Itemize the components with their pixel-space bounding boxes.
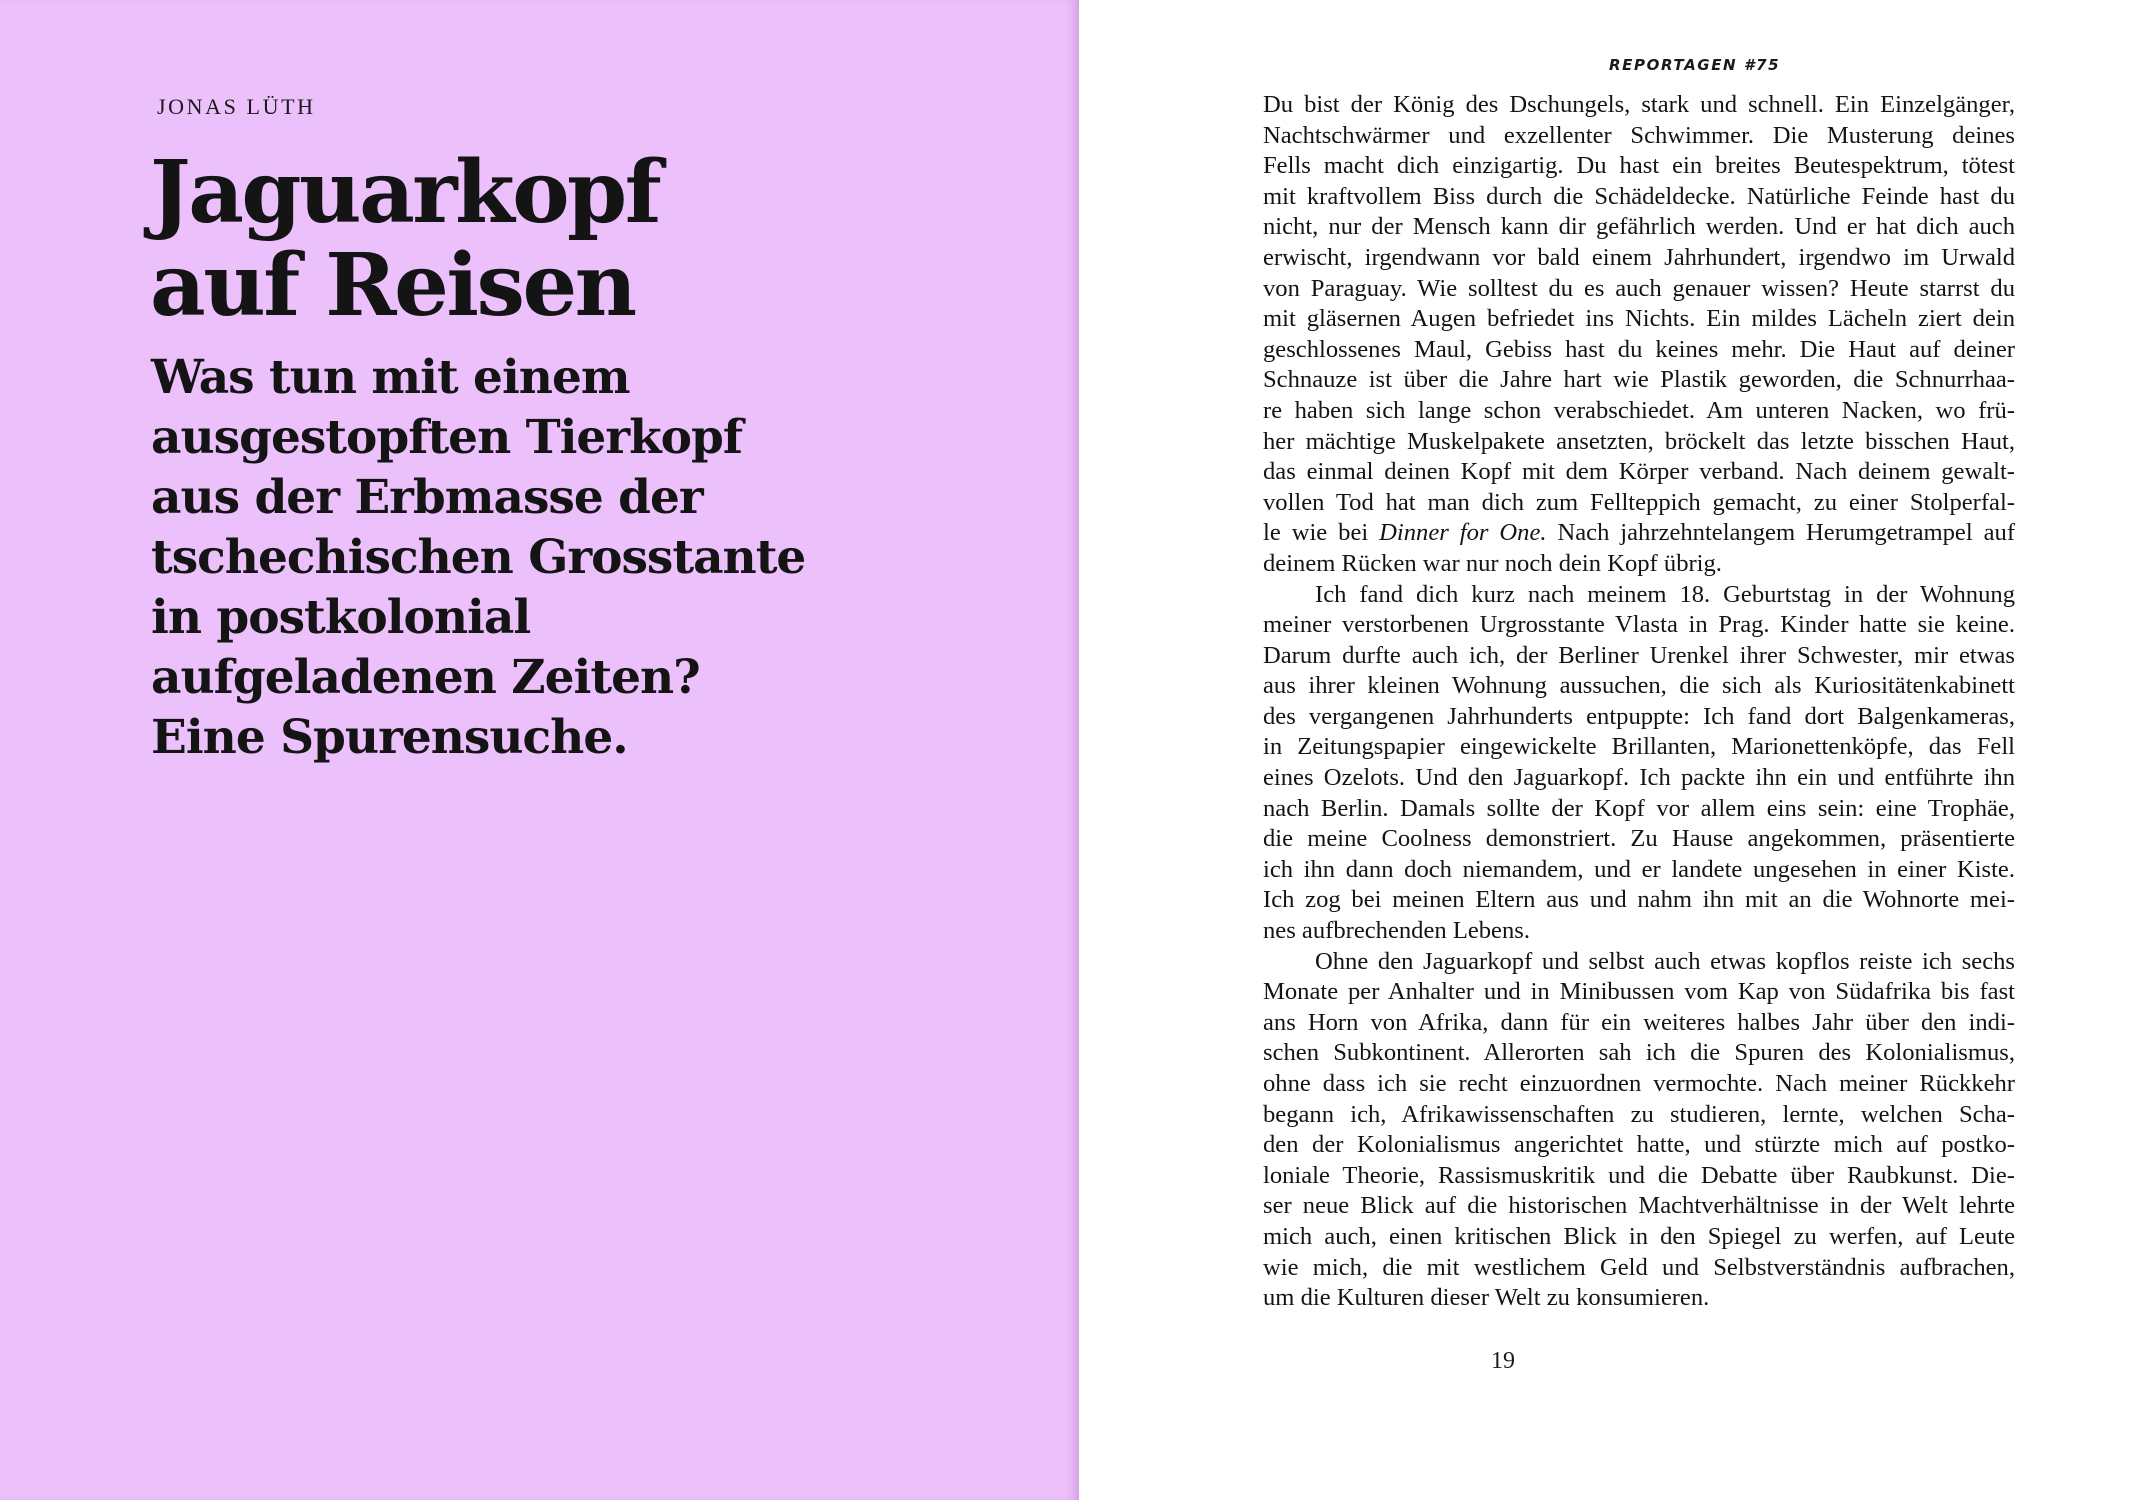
body-line: her mächtige Muskelpakete ansetzten, bröckelt das letzte bisschen Haut,	[1263, 427, 2015, 455]
italic-title-dinner-for-one: Dinner for One.	[1379, 519, 1547, 547]
body-line: nes aufbrechenden Lebens.	[1263, 917, 1530, 945]
body-line: den der Kolonialismus angerichtet hatte, und stürzte mich auf postko-	[1263, 1131, 2015, 1159]
body-line: ohne dass ich sie recht einzuordnen vermochte. Nach meiner Rückkehr	[1263, 1070, 2015, 1097]
subtitle-line: ausgestopften Tierkopf	[151, 410, 743, 465]
body-line: Du bist der König des Dschungels, stark und schnell. Ein Einzelgänger,	[1263, 91, 2015, 118]
body-line: Ich zog bei meinen Eltern aus und nahm ihn mit an die Wohnorte mei-	[1263, 886, 2015, 914]
body-line: Nachtschwärmer und exzellenter Schwimmer. Die Musterung deines	[1263, 121, 2015, 149]
body-line: Fells macht dich einzigartig. Du hast ein breites Beutespektrum, tötest	[1263, 152, 2015, 180]
body-line: Schnauze ist über die Jahre hart wie Plastik geworden, die Schnurrhaa-	[1263, 366, 2015, 394]
body-line-with-italic	[1263, 518, 2015, 549]
title-line: auf Reisen	[150, 235, 635, 336]
running-head: REPORTAGEN #75	[1609, 56, 1781, 74]
subtitle-line: aufgeladenen Zeiten?	[151, 650, 700, 705]
body-line: ans Horn von Afrika, dann für ein weiteres halbes Jahr über den indi-	[1263, 1008, 2015, 1036]
subtitle-line: Was tun mit einem	[151, 350, 630, 405]
article-subtitle	[151, 348, 1051, 768]
body-line: ser neue Blick auf die historischen Machtverhältnisse in der Welt lehrte	[1263, 1192, 2015, 1220]
body-line: mich auch, einen kritischen Blick in den Spiegel zu werfen, auf Leute	[1263, 1222, 2015, 1250]
body-line: von Paraguay. Wie solltest du es auch genauer wissen? Heute starrst du	[1263, 274, 2015, 302]
body-line: geschlossenes Maul, Gebiss hast du keines mehr. Die Haut auf deiner	[1263, 335, 2015, 363]
body-line: wie mich, die mit westlichem Geld und Selbstverständnis aufbrachen,	[1263, 1253, 2015, 1281]
body-line: um die Kulturen dieser Welt zu konsumieren.	[1263, 1284, 1710, 1312]
right-page	[1079, 0, 2152, 1500]
body-line: meiner verstorbenen Urgrosstante Vlasta in Prag. Kinder hatte sie keine.	[1263, 611, 2015, 639]
body-line: eines Ozelots. Und den Jaguarkopf. Ich packte ihn ein und entführte ihn	[1263, 764, 2015, 792]
body-text-run: le wie bei	[1263, 519, 1380, 547]
body-line: nicht, nur der Mensch kann dir gefährlich werden. Und er hat dich auch	[1263, 213, 2015, 241]
body-line: mit gläsernen Augen befriedet ins Nichts. Ein mildes Lächeln ziert dein	[1263, 305, 2015, 333]
body-line: des vergangenen Jahrhunderts entpuppte: Ich fand dort Balgenkameras,	[1263, 702, 2015, 730]
body-line: Monate per Anhalter und in Minibussen vom Kap von Südafrika bis fast	[1263, 978, 2015, 1006]
body-line: begann ich, Afrikawissenschaften zu studieren, lernte, welchen Scha-	[1263, 1100, 2015, 1128]
body-line: loniale Theorie, Rassismuskritik und die Debatte über Raubkunst. Die-	[1263, 1161, 2015, 1189]
page-number: 19	[1491, 1348, 1515, 1374]
body-line: erwischt, irgendwann vor bald einem Jahrhundert, irgendwo im Urwald	[1263, 243, 2015, 271]
body-line-paragraph-start: Ich fand dich kurz nach meinem 18. Geburtstag in der Wohnung	[1315, 580, 2015, 608]
body-line: die meine Coolness demonstriert. Zu Hause angekommen, präsentierte	[1263, 825, 2015, 853]
title-line: Jaguarkopf	[150, 142, 660, 243]
body-line: vollen Tod hat man dich zum Fellteppich gemacht, zu einer Stolperfal-	[1263, 488, 2015, 516]
article-body	[1263, 90, 2015, 1314]
body-text-run: Nach jahrzehntelangem Herumgetrampel auf	[1546, 519, 2016, 547]
author-name: JONAS LÜTH	[157, 94, 316, 119]
article-title	[150, 142, 950, 336]
subtitle-line: in postkolonial	[151, 590, 531, 645]
body-line: schen Subkontinent. Allerorten sah ich die Spuren des Kolonialismus,	[1263, 1039, 2015, 1067]
body-line: nach Berlin. Damals sollte der Kopf vor allem eins sein: eine Trophäe,	[1263, 794, 2015, 822]
body-line: in Zeitungspapier eingewickelte Brillanten, Marionettenköpfe, das Fell	[1263, 733, 2015, 761]
body-line: aus ihrer kleinen Wohnung aussuchen, die sich als Kuriositätenkabinett	[1263, 672, 2015, 700]
subtitle-line: tschechischen Grosstante	[151, 530, 806, 585]
body-line: Darum durfte auch ich, der Berliner Urenkel ihrer Schwester, mir etwas	[1263, 641, 2015, 669]
body-line-paragraph-start: Ohne den Jaguarkopf und selbst auch etwas kopflos reiste ich sechs	[1315, 947, 2015, 975]
body-line: re haben sich lange schon verabschiedet. Am unteren Nacken, wo frü-	[1263, 396, 2015, 424]
body-line: deinem Rücken war nur noch dein Kopf übrig.	[1263, 549, 1722, 577]
body-line: das einmal deinen Kopf mit dem Körper verband. Nach deinem gewalt-	[1263, 458, 2015, 486]
subtitle-line: aus der Erbmasse der	[151, 470, 703, 525]
body-line: mit kraftvollem Biss durch die Schädeldecke. Natürliche Feinde hast du	[1263, 182, 2015, 210]
subtitle-line: Eine Spurensuche.	[151, 710, 628, 765]
body-line: ich ihn dann doch niemandem, und er landete ungesehen in einer Kiste.	[1263, 855, 2015, 883]
